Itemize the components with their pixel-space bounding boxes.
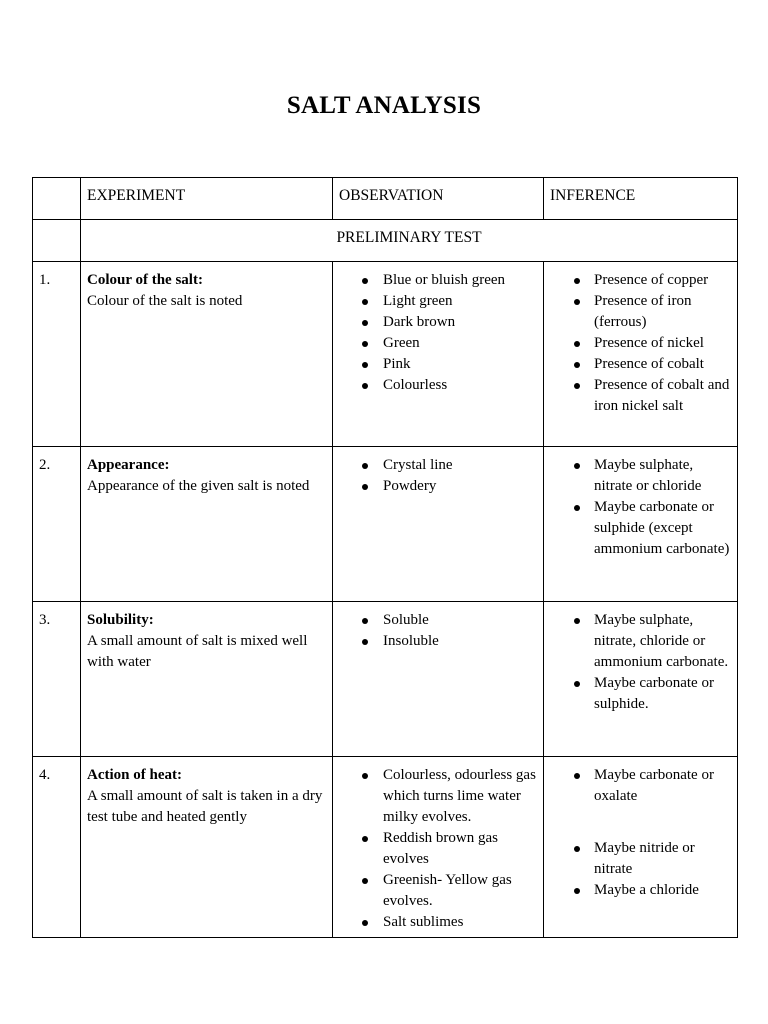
list-spacer <box>544 807 731 838</box>
observation-list <box>333 447 543 497</box>
observation-cell <box>333 262 544 447</box>
header-inference: INFERENCE <box>544 178 738 220</box>
list-item: Presence of nickel <box>544 333 731 354</box>
list-item: Maybe carbonate or sulphide (except ammonium carbonate) <box>544 497 731 560</box>
observation-list <box>333 262 543 396</box>
list-item: Blue or bluish green <box>333 270 537 291</box>
row-number: 1. <box>33 262 81 447</box>
inference-list <box>544 262 737 417</box>
header-number-cell <box>33 178 81 220</box>
header-observation: OBSERVATION <box>333 178 544 220</box>
list-item: Salt sublimes <box>333 912 537 933</box>
header-row <box>33 178 738 220</box>
list-item: Colourless <box>333 375 537 396</box>
experiment-cell <box>81 602 333 757</box>
experiment-cell <box>81 262 333 447</box>
section-number-cell <box>33 220 81 262</box>
salt-analysis-table <box>32 177 738 938</box>
section-title: PRELIMINARY TEST <box>81 220 738 262</box>
list-item: Maybe carbonate or oxalate <box>544 765 731 807</box>
list-item: Maybe nitride or nitrate <box>544 838 731 880</box>
experiment-heading: Appearance: <box>87 457 170 473</box>
inference-list <box>544 447 737 560</box>
list-item: Presence of cobalt and iron nickel salt <box>544 375 731 417</box>
inference-cell <box>544 602 738 757</box>
list-item: Green <box>333 333 537 354</box>
inference-cell <box>544 757 738 938</box>
inference-cell <box>544 262 738 447</box>
table-row <box>33 757 738 938</box>
list-item: Reddish brown gas evolves <box>333 828 537 870</box>
experiment-text: A small amount of salt is mixed well with water <box>87 633 308 670</box>
header-experiment: EXPERIMENT <box>81 178 333 220</box>
list-item: Powdery <box>333 476 537 497</box>
list-item: Colourless, odourless gas which turns lime water milky evolves. <box>333 765 537 828</box>
list-item: Presence of copper <box>544 270 731 291</box>
table-row <box>33 262 738 447</box>
inference-list <box>544 757 737 901</box>
list-item: Presence of iron (ferrous) <box>544 291 731 333</box>
list-item: Maybe sulphate, nitrate, chloride or ammonium carbonate. <box>544 610 731 673</box>
table-row <box>33 602 738 757</box>
list-item: Pink <box>333 354 537 375</box>
inference-cell <box>544 447 738 602</box>
observation-list <box>333 602 543 652</box>
experiment-heading: Solubility: <box>87 612 154 628</box>
experiment-text: Colour of the salt is noted <box>87 293 243 309</box>
list-item: Maybe sulphate, nitrate or chloride <box>544 455 731 497</box>
row-number: 4. <box>33 757 81 938</box>
experiment-text: Appearance of the given salt is noted <box>87 478 310 494</box>
list-item: Maybe carbonate or sulphide. <box>544 673 731 715</box>
experiment-cell <box>81 447 333 602</box>
experiment-cell <box>81 757 333 938</box>
list-item: Greenish- Yellow gas evolves. <box>333 870 537 912</box>
section-row <box>33 220 738 262</box>
experiment-heading: Action of heat: <box>87 767 182 783</box>
list-item: Light green <box>333 291 537 312</box>
list-item: Insoluble <box>333 631 537 652</box>
row-number: 3. <box>33 602 81 757</box>
row-number: 2. <box>33 447 81 602</box>
list-item: Dark brown <box>333 312 537 333</box>
inference-list <box>544 602 737 715</box>
list-item: Maybe a chloride <box>544 880 731 901</box>
list-item: Soluble <box>333 610 537 631</box>
observation-cell <box>333 757 544 938</box>
experiment-text: A small amount of salt is taken in a dry test tube and heated gently <box>87 788 323 825</box>
experiment-heading: Colour of the salt: <box>87 272 203 288</box>
observation-cell <box>333 447 544 602</box>
table-row <box>33 447 738 602</box>
page-title: SALT ANALYSIS <box>286 92 482 119</box>
observation-list <box>333 757 543 933</box>
list-item: Presence of cobalt <box>544 354 731 375</box>
list-item: Crystal line <box>333 455 537 476</box>
observation-cell <box>333 602 544 757</box>
